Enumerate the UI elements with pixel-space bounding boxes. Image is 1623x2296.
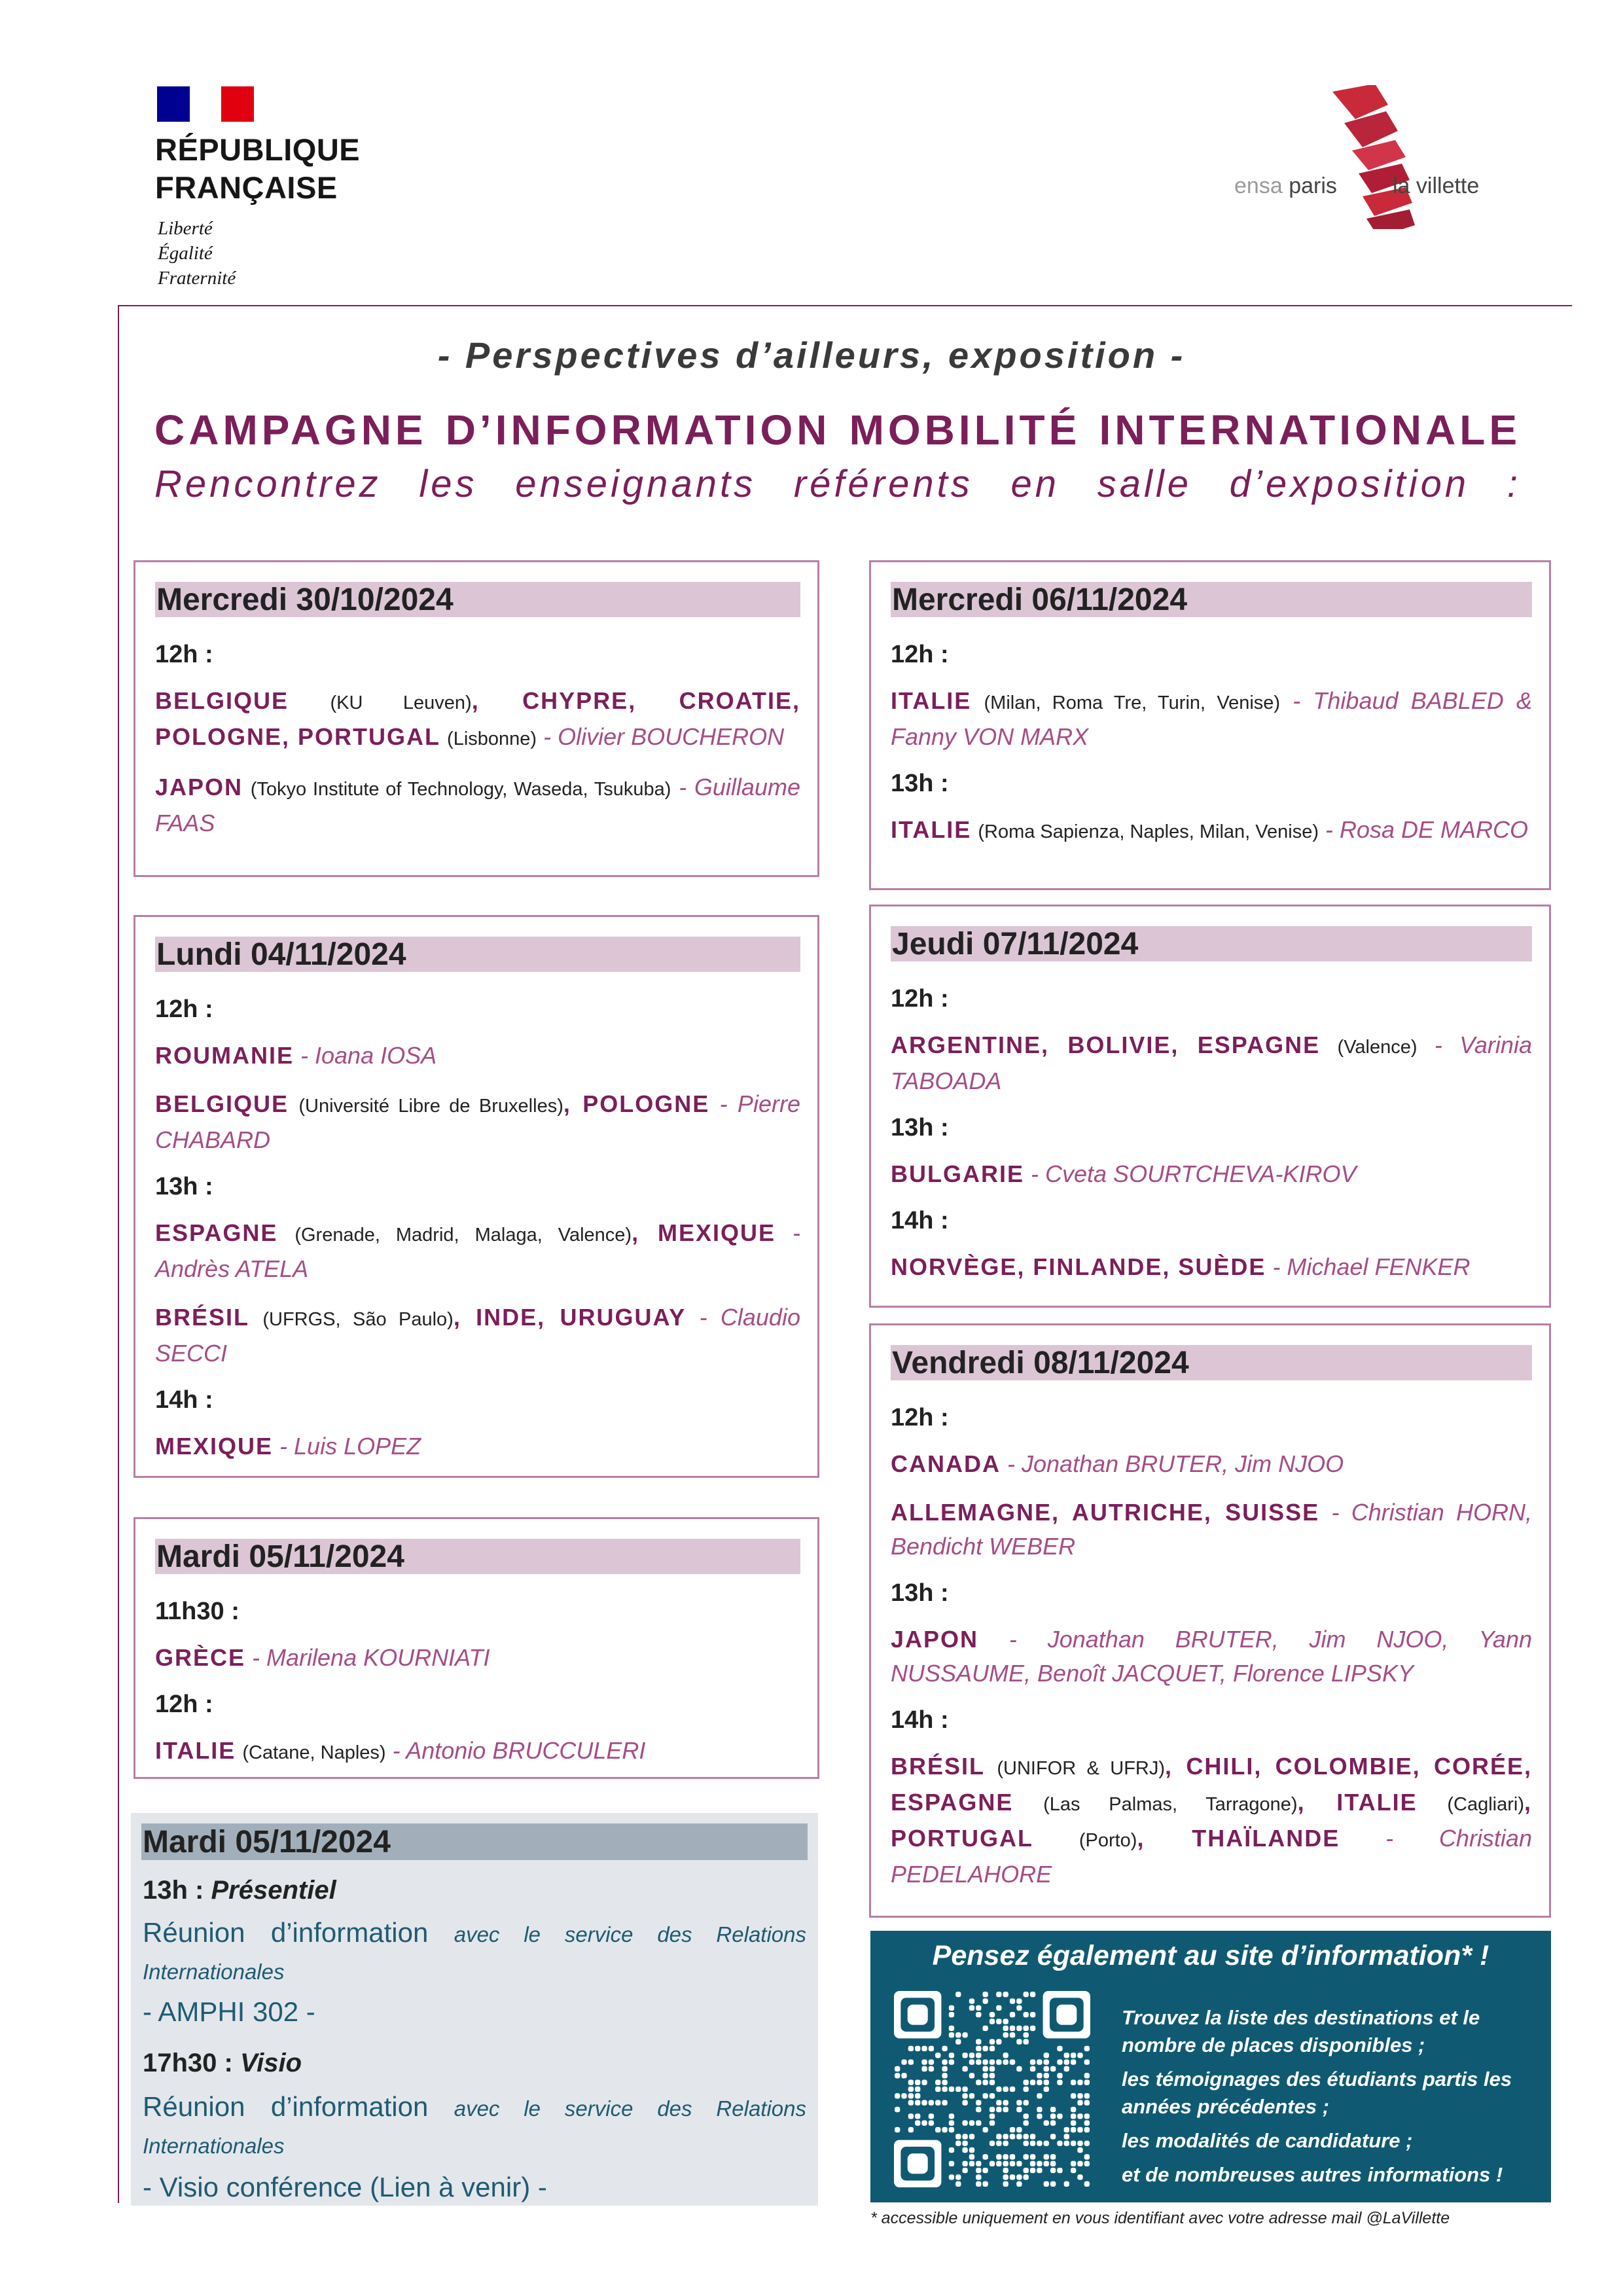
motto-fraternite: Fraternité (158, 268, 236, 289)
session-time-visio: 17h30 : Visio (143, 2049, 302, 2077)
time-slot: 13h : (891, 770, 949, 797)
info-site-box (870, 1931, 1551, 2202)
header-divider (118, 305, 1572, 306)
time-slot: 12h : (155, 1691, 213, 1718)
day-box-mercredi-06-11 (869, 560, 1551, 890)
main-title: CAMPAGNE D’INFORMATION MOBILITÉ INTERNATIONALE (154, 406, 1521, 454)
schedule-entry: JAPON (Tokyo Institute of Technology, Waseda, Tsukuba) - Guillaume FAAS (155, 774, 800, 836)
schedule-entry: ROUMANIE - Ioana IOSA (155, 1042, 437, 1069)
session-location-visio: - Visio conférence (Lien à venir) - (143, 2172, 547, 2202)
day-box-vendredi-08-11 (869, 1323, 1551, 1918)
motto-egalite: Égalité (158, 243, 213, 264)
time-slot: 12h : (155, 641, 213, 668)
day-title: Mardi 05/11/2024 (141, 1823, 808, 1860)
day-title: Mardi 05/11/2024 (155, 1539, 800, 1574)
schedule-entry: NORVÈGE, FINLANDE, SUÈDE - Michael FENKER (891, 1253, 1471, 1280)
schedule-entry: BULGARIE - Cveta SOURTCHEVA-KIROV (891, 1160, 1357, 1187)
session-description: Réunion d’information avec le service des Relations Internationales (143, 1917, 807, 1984)
time-slot: 12h : (155, 996, 213, 1023)
time-slot: 12h : (891, 985, 949, 1013)
time-slot: 13h : (891, 1114, 949, 1141)
time-slot: 13h : (891, 1579, 949, 1607)
republique-flag-logo (157, 86, 254, 122)
schedule-entry: ITALIE (Milan, Roma Tre, Turin, Venise) - Thibaud BABLED & Fanny VON MARX (891, 687, 1532, 750)
info-session-box (131, 1813, 818, 2206)
schedule-entry: MEXIQUE - Luis LOPEZ (155, 1433, 421, 1460)
info-site-heading: Pensez également au site d’information* ! (932, 1940, 1489, 1971)
schedule-entry: BRÉSIL (UNIFOR & UFRJ), CHILI, COLOMBIE, CORÉE, ESPAGNE (Las Palmas, Tarragone), ITALIE (Cagliari), PORTUGAL (Porto), THAÏLANDE - Christian PEDELAHORE (891, 1753, 1532, 1888)
exhibition-subtitle: - Perspectives d’ailleurs, exposition - (437, 334, 1186, 376)
session-location-amphi: - AMPHI 302 - (143, 1996, 315, 2027)
qr-code-icon[interactable] (894, 1991, 1090, 2187)
schedule-entry: CANADA - Jonathan BRUTER, Jim NJOO (891, 1450, 1344, 1477)
day-title: Jeudi 07/11/2024 (891, 926, 1532, 961)
rf-line2: FRANÇAISE (155, 170, 338, 205)
info-item: et de nombreuses autres informations ! (1122, 2163, 1503, 2186)
info-item: les modalités de candidature ; (1122, 2129, 1413, 2152)
info-site-list (1122, 2004, 1534, 2195)
motto-liberte: Liberté (158, 218, 213, 239)
day-title: Lundi 04/11/2024 (155, 937, 800, 972)
time-slot: 12h : (891, 1404, 949, 1431)
schedule-entry: ARGENTINE, BOLIVIE, ESPAGNE (Valence) - Varinia TABOADA (891, 1031, 1532, 1094)
day-box-mercredi-30-10 (134, 560, 819, 877)
day-title: Vendredi 08/11/2024 (891, 1345, 1532, 1380)
info-item: Trouvez la liste des destinations et le nombre de places disponibles ; (1122, 2006, 1480, 2056)
schedule-entry: ALLEMAGNE, AUTRICHE, SUISSE - Christian HORN, Bendicht WEBER (891, 1499, 1532, 1560)
day-box-mardi-05-11 (134, 1517, 819, 1779)
rf-line1: RÉPUBLIQUE (155, 132, 361, 167)
day-title: Mercredi 30/10/2024 (155, 582, 800, 617)
intro-line: Rencontrez les enseignants référents en salle d’exposition : (154, 463, 1521, 505)
session-description: Réunion d’information avec le service des Relations Internationales (143, 2091, 807, 2158)
session-time-presentiel: 13h : Présentiel (143, 1876, 336, 1905)
time-slot: 13h : (155, 1173, 213, 1200)
schedule-entry: ITALIE (Catane, Naples) - Antonio BRUCCULERI (155, 1737, 646, 1764)
time-slot: 11h30 : (155, 1598, 240, 1625)
time-slot: 14h : (891, 1706, 949, 1734)
schedule-entry: BELGIQUE (KU Leuven), CHYPRE, CROATIE, POLOGNE, PORTUGAL (Lisbonne) - Olivier BOUCHERON (155, 687, 800, 750)
ensa-paris-la-villette-logo (1234, 85, 1496, 229)
day-title: Mercredi 06/11/2024 (891, 582, 1532, 617)
footnote: * accessible uniquement en vous identifiant avec votre adresse mail @LaVillette (870, 2209, 1450, 2227)
left-border-line (118, 305, 119, 2203)
time-slot: 14h : (891, 1207, 949, 1234)
ensa-paris-text: ensa paris (1234, 173, 1337, 198)
la-villette-text: la villette (1393, 173, 1480, 198)
schedule-entry: BRÉSIL (UFRGS, São Paulo), INDE, URUGUAY - Claudio SECCI (155, 1304, 800, 1367)
republique-francaise-title (155, 131, 360, 207)
schedule-entry: ITALIE (Roma Sapienza, Naples, Milan, Venise) - Rosa DE MARCO (891, 816, 1529, 843)
schedule-entry: ESPAGNE (Grenade, Madrid, Malaga, Valence), MEXIQUE - Andrès ATELA (155, 1219, 801, 1282)
info-item: les témoignages des étudiants partis les années précédentes ; (1122, 2068, 1512, 2118)
day-box-lundi-04-11 (134, 915, 819, 1478)
day-box-jeudi-07-11 (869, 905, 1551, 1308)
time-slot: 12h : (891, 641, 949, 668)
time-slot: 14h : (155, 1386, 213, 1414)
schedule-entry: BELGIQUE (Université Libre de Bruxelles), POLOGNE - Pierre CHABARD (155, 1090, 800, 1153)
schedule-entry: GRÈCE - Marilena KOURNIATI (155, 1644, 490, 1671)
schedule-entry: JAPON - Jonathan BRUTER, Jim NJOO, Yann NUSSAUME, Benoît JACQUET, Florence LIPSKY (891, 1626, 1532, 1687)
republic-motto (158, 216, 236, 291)
ensa-staircase-icon (1234, 85, 1496, 229)
